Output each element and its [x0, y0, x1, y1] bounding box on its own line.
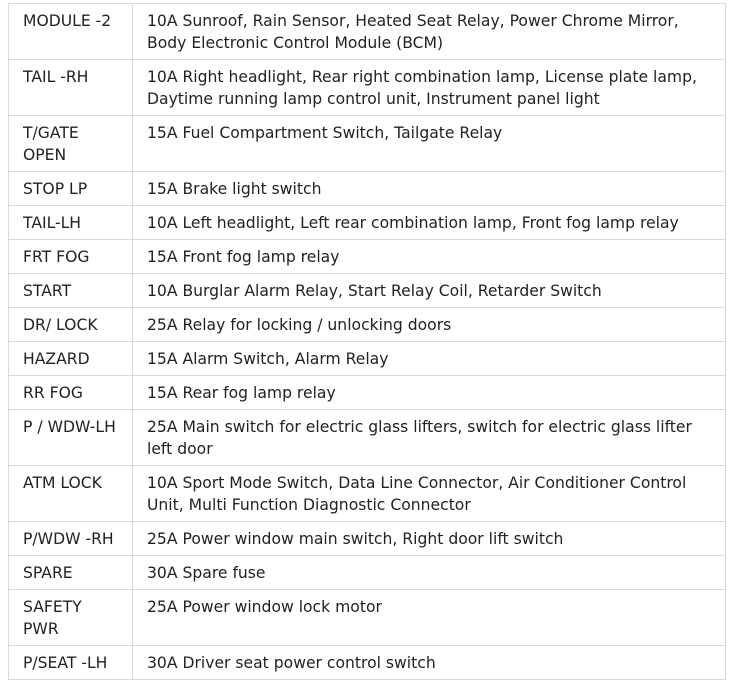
- fuse-name-cell: HAZARD: [9, 342, 133, 376]
- table-row: [9, 410, 726, 466]
- table-row: [9, 172, 726, 206]
- fuse-name-cell: P/SEAT -LH: [9, 646, 133, 680]
- fuse-name-cell: T/GATE OPEN: [9, 116, 133, 172]
- fuse-description-cell: 15A Front fog lamp relay: [133, 240, 726, 274]
- table-row: [9, 4, 726, 60]
- fuse-description-cell: 10A Left headlight, Left rear combination lamp, Front fog lamp relay: [133, 206, 726, 240]
- fuse-description-cell: 10A Sunroof, Rain Sensor, Heated Seat Relay, Power Chrome Mirror, Body Electronic Control Module (BCM): [133, 4, 726, 60]
- table-row: [9, 376, 726, 410]
- fuse-name-cell: RR FOG: [9, 376, 133, 410]
- table-row: [9, 646, 726, 680]
- table-row: [9, 308, 726, 342]
- table-row: [9, 342, 726, 376]
- table-row: [9, 116, 726, 172]
- fuse-name-cell: FRT FOG: [9, 240, 133, 274]
- table-row: [9, 522, 726, 556]
- fuse-description-cell: 15A Alarm Switch, Alarm Relay: [133, 342, 726, 376]
- fuse-name-cell: TAIL -RH: [9, 60, 133, 116]
- table-row: [9, 556, 726, 590]
- fuse-description-cell: 30A Spare fuse: [133, 556, 726, 590]
- fuse-description-cell: 15A Brake light switch: [133, 172, 726, 206]
- table-row: [9, 206, 726, 240]
- fuse-name-cell: START: [9, 274, 133, 308]
- fuse-name-cell: P / WDW-LH: [9, 410, 133, 466]
- table-row: [9, 590, 726, 646]
- fuse-description-cell: 10A Right headlight, Rear right combination lamp, License plate lamp, Daytime running lamp control unit, Instrument panel light: [133, 60, 726, 116]
- fuse-name-cell: ATM LOCK: [9, 466, 133, 522]
- fuse-name-cell: SPARE: [9, 556, 133, 590]
- fuse-name-cell: STOP LP: [9, 172, 133, 206]
- fuse-name-cell: TAIL-LH: [9, 206, 133, 240]
- table-row: [9, 274, 726, 308]
- fuse-name-cell: SAFETY PWR: [9, 590, 133, 646]
- fuse-description-cell: 25A Power window lock motor: [133, 590, 726, 646]
- fuse-name-cell: MODULE -2: [9, 4, 133, 60]
- fuse-description-cell: 10A Burglar Alarm Relay, Start Relay Coil, Retarder Switch: [133, 274, 726, 308]
- fuse-table: [8, 3, 726, 680]
- table-row: [9, 240, 726, 274]
- table-row: [9, 466, 726, 522]
- table-row: [9, 60, 726, 116]
- fuse-description-cell: 15A Rear fog lamp relay: [133, 376, 726, 410]
- fuse-description-cell: 25A Relay for locking / unlocking doors: [133, 308, 726, 342]
- fuse-description-cell: 25A Main switch for electric glass lifters, switch for electric glass lifter left door: [133, 410, 726, 466]
- fuse-name-cell: P/WDW -RH: [9, 522, 133, 556]
- fuse-name-cell: DR/ LOCK: [9, 308, 133, 342]
- fuse-description-cell: 30A Driver seat power control switch: [133, 646, 726, 680]
- fuse-description-cell: 15A Fuel Compartment Switch, Tailgate Relay: [133, 116, 726, 172]
- fuse-description-cell: 10A Sport Mode Switch, Data Line Connector, Air Conditioner Control Unit, Multi Function Diagnostic Connector: [133, 466, 726, 522]
- fuse-description-cell: 25A Power window main switch, Right door lift switch: [133, 522, 726, 556]
